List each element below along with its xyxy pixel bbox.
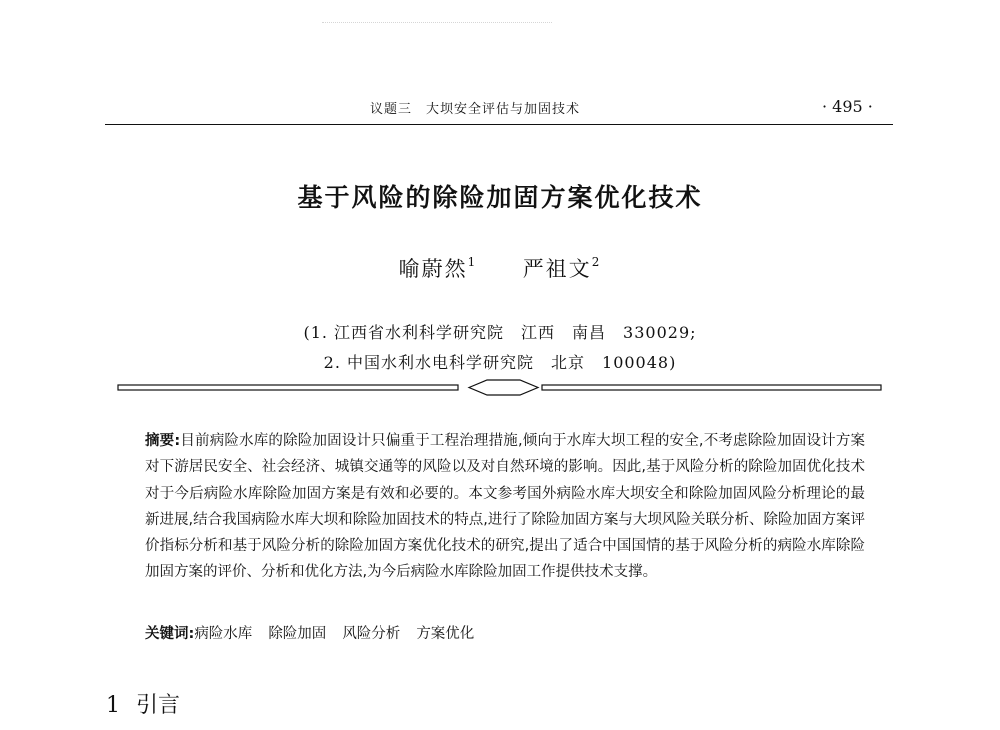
header-rule — [105, 124, 893, 125]
ornamental-divider — [0, 372, 1000, 404]
author-line — [0, 253, 1000, 283]
scan-artifact-line — [322, 22, 552, 23]
affiliation-mark: 1 — [467, 255, 478, 269]
author-name: 喻蔚然 — [398, 257, 468, 281]
abstract-paragraph — [145, 428, 865, 586]
affiliation-2: 2. 中国水利水电科学研究院 北京 100048) — [323, 353, 677, 372]
affiliation-1: (1. 江西省水利科学研究院 江西 南昌 330029; — [303, 323, 697, 342]
keyword: 方案优化 — [416, 626, 475, 642]
keywords-label: 关键词: — [145, 626, 195, 642]
keyword: 病险水库 — [194, 626, 253, 642]
abstract-text: 目前病险水库的除险加固设计只偏重于工程治理措施,倾向于水库大坝工程的安全,不考虑除险加固设计方案对下游居民安全、社会经济、城镇交通等的风险以及对自然环境的影响。因此,基于风险分析的除险加固优化技术对于今后病险水库除险加固方案是有效和必要的。本文参考国外病险水库大坝安全和除险加固风险分析理论的最新进展,结合我国病险水库大坝和除险加固技术的特点,进行了除险加固方案与大坝风险关联分析、除险加固方案评价指标分析和基于风险分析的除险加固方案优化技术的研究,提出了适合中国国情的基于风险分析的病险水库除险加固方案的评价、分析和优化方法,为今后病险水库除险加固工作提供技术支撑。 — [145, 433, 865, 581]
author-name: 严祖文 — [522, 257, 592, 281]
affiliation-mark: 2 — [591, 255, 602, 269]
keyword: 风险分析 — [342, 626, 401, 642]
keywords-line — [145, 622, 490, 643]
abstract-label: 摘要: — [145, 433, 181, 449]
running-head: 议题三 大坝安全评估与加固技术 — [370, 102, 581, 117]
section-heading — [106, 688, 180, 719]
page-number: · 495 · — [822, 97, 873, 116]
paper-title: 基于风险的除险加固方案优化技术 — [297, 183, 703, 212]
section-title: 引言 — [136, 693, 181, 718]
section-number: 1 — [106, 693, 120, 718]
keyword: 除险加固 — [268, 626, 327, 642]
